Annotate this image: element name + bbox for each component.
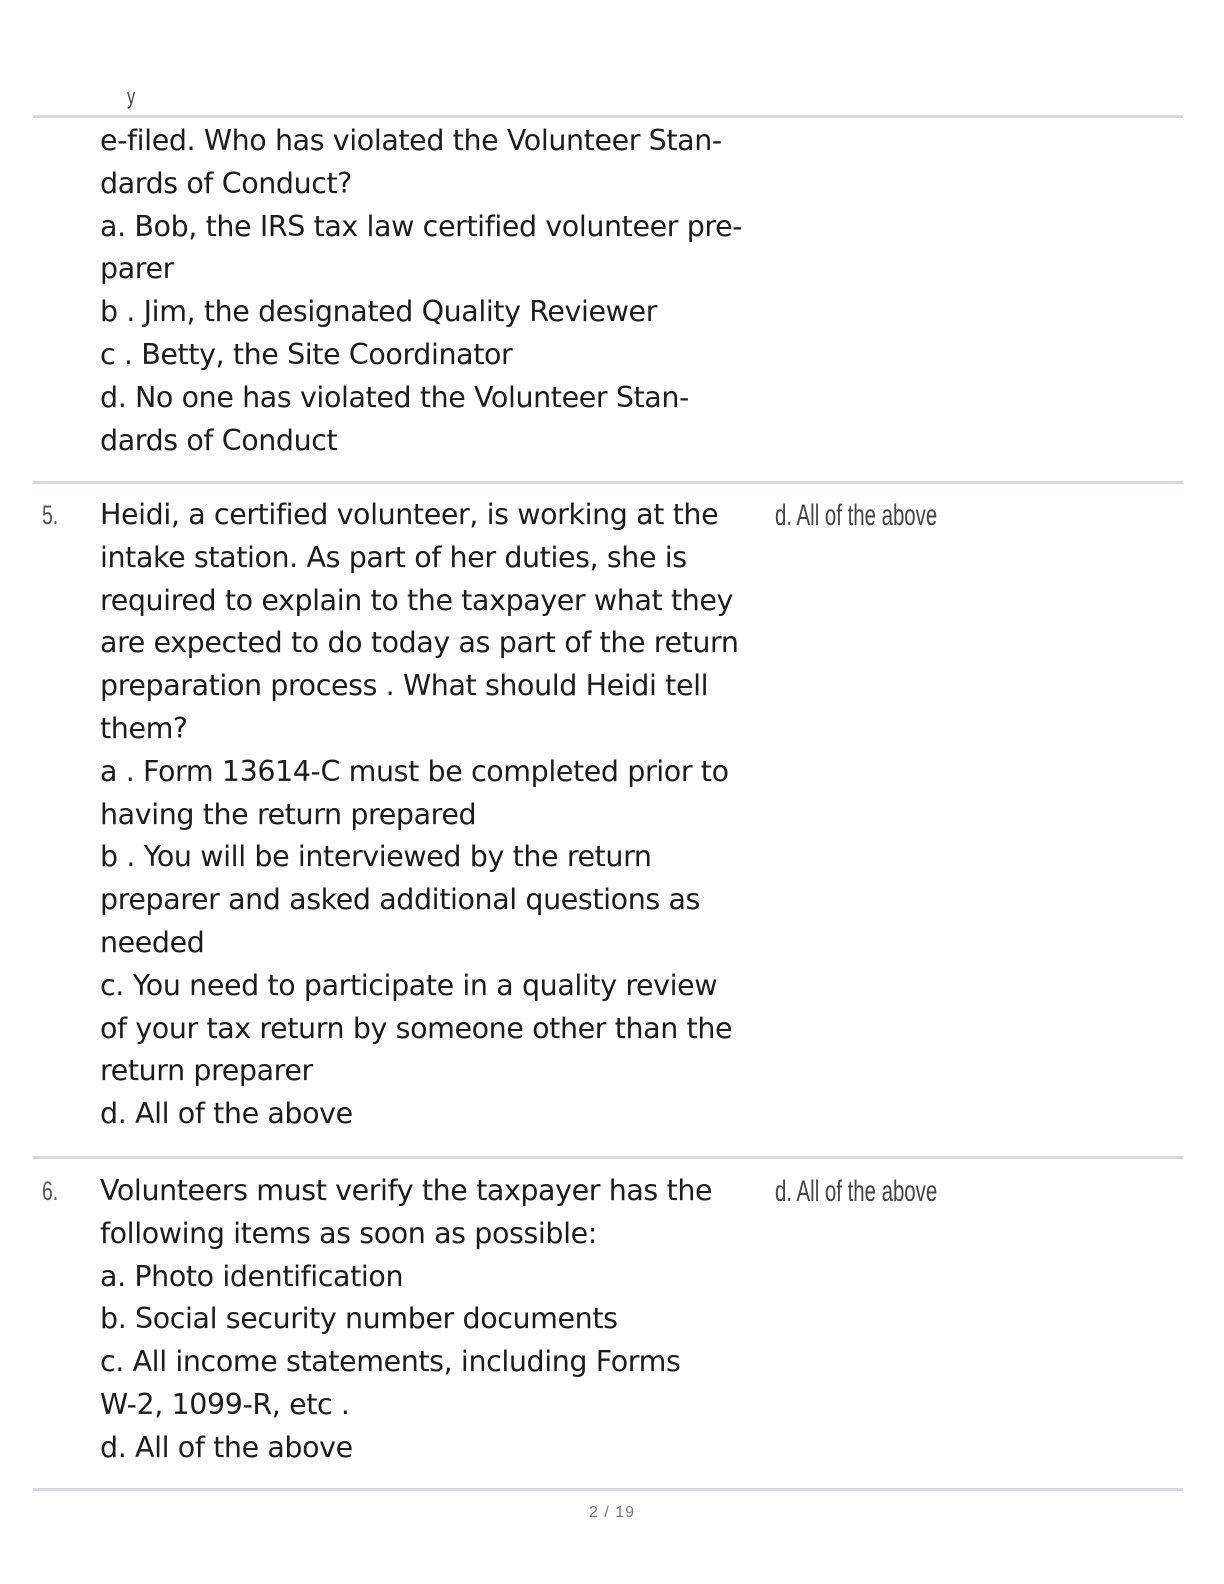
answer-text: d. All of the above <box>775 1175 938 1208</box>
option-line: W-2, 1099-R, etc . <box>100 1387 350 1421</box>
option-line: b . Jim, the designated Quality Reviewer <box>100 295 658 329</box>
option-line: a. Bob, the IRS tax law certified volunteer pre- <box>100 209 743 243</box>
option-line: having the return prepared <box>100 797 477 831</box>
option-line: d. No one has violated the Volunteer Stan- <box>100 380 689 414</box>
question-line: dards of Conduct? <box>100 166 353 200</box>
question-card-5 <box>100 494 780 1136</box>
divider-top <box>33 115 1183 118</box>
page-indicator: 2 / 19 <box>588 1504 636 1521</box>
option-line: c. You need to participate in a quality review <box>100 968 718 1002</box>
option-line: a. Photo identification <box>100 1259 404 1293</box>
option-line: return preparer <box>100 1054 313 1088</box>
question-card-continued <box>100 120 780 462</box>
option-line: c . Betty, the Site Coordinator <box>100 337 513 371</box>
divider-bottom <box>33 1488 1183 1491</box>
question-line: following items as soon as possible: <box>100 1216 597 1250</box>
option-line: preparer and asked additional questions as <box>100 883 700 917</box>
option-line: a . Form 13614-C must be completed prior to <box>100 754 729 788</box>
option-line: b . You will be interviewed by the return <box>100 840 652 874</box>
question-line: required to explain to the taxpayer what they <box>100 583 734 617</box>
question-line: are expected to do today as part of the return <box>100 626 739 660</box>
divider <box>33 1156 1183 1159</box>
option-line: needed <box>100 925 205 959</box>
option-line: c. All income statements, including Forms <box>100 1345 681 1379</box>
question-line: e-filed. Who has violated the Volunteer Stan- <box>100 124 722 157</box>
question-card-6 <box>100 1170 780 1470</box>
question-number: 6. <box>42 1176 59 1206</box>
question-line: them? <box>100 711 188 745</box>
header-fragment: y <box>127 84 136 109</box>
answer-text: d. All of the above <box>775 499 938 532</box>
option-line: parer <box>100 252 174 286</box>
question-number: 5. <box>42 500 59 530</box>
question-line: preparation process . What should Heidi tell <box>100 669 709 703</box>
question-line: Volunteers must verify the taxpayer has the <box>100 1174 713 1207</box>
divider <box>33 481 1183 484</box>
option-line: d. All of the above <box>100 1430 353 1464</box>
option-line: dards of Conduct <box>100 423 338 457</box>
question-line: Heidi, a certified volunteer, is working at the <box>100 498 719 531</box>
option-line: b. Social security number documents <box>100 1302 618 1336</box>
option-line: d. All of the above <box>100 1097 353 1131</box>
question-line: intake station. As part of her duties, she is <box>100 540 687 574</box>
option-line: of your tax return by someone other than the <box>100 1011 733 1045</box>
